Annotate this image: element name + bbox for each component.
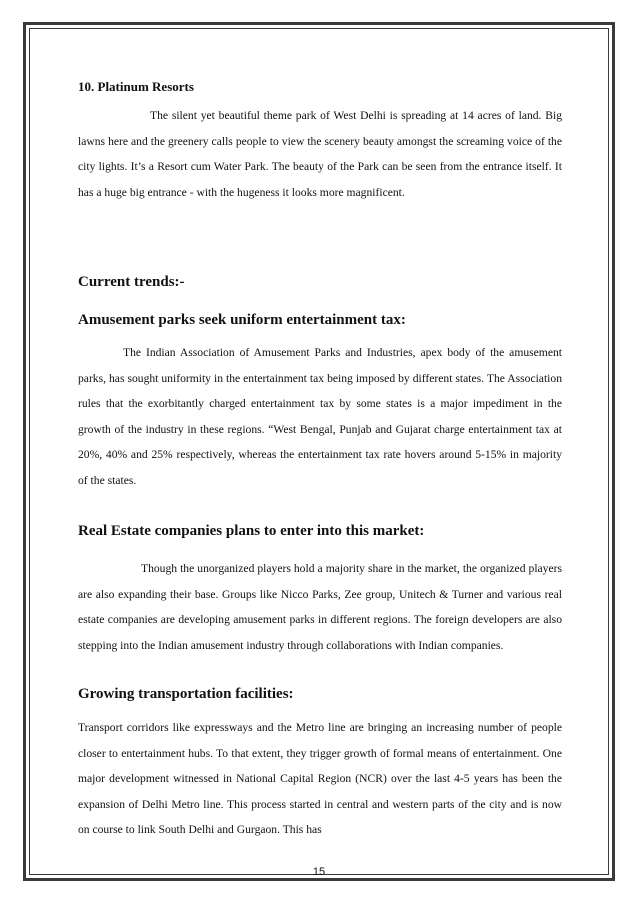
page-number: 15 [312, 866, 326, 878]
heading-transport: Growing transportation facilities: [78, 686, 294, 702]
paragraph-transport: Transport corridors like expressways and the Metro line are bringing an increasing number of people closer to entertainment hubs. To that extent, they trigger growth of formal means of entertainment. One major development witnessed in National Capital Region (NCR) over the last 4-5 years has been the expansion of Delhi Metro line. This process started in central and western parts of the city and is now on course to link South Delhi and Gurgaon. This has [78, 721, 562, 836]
paragraph-platinum-resorts: The silent yet beautiful theme park of West Delhi is spreading at 14 acres of land. Big lawns here and the greenery calls people to view the scenery beauty amongst the screaming voice of the city lights. It’s a Resort cum Water Park. The beauty of the Park can be seen from the entrance itself. It has a huge big entrance - with the hugeness it looks more magnificent. [78, 109, 562, 199]
heading-current-trends: Current trends:- [78, 274, 185, 290]
heading-real-estate: Real Estate companies plans to enter into this market: [78, 523, 425, 539]
heading-platinum-resorts: 10. Platinum Resorts [78, 79, 194, 94]
paragraph-real-estate: Though the unorganized players hold a majority share in the market, the organized players are also expanding their base. Groups like Nicco Parks, Zee group, Unitech & Turner and various real estate companies are developing amusement parks in different regions. The foreign developers are also stepping into the Indian amusement industry through collaborations with Indian companies. [78, 562, 562, 652]
paragraph-uniform-tax: The Indian Association of Amusement Parks and Industries, apex body of the amusement parks, has sought uniformity in the entertainment tax being imposed by different states. The Association rules that the exorbitantly charged entertainment tax by some states is a major impediment in the growth of the industry in these regions. “West Bengal, Punjab and Gujarat charge entertainment tax at 20%, 40% and 25% respectively, whereas the entertainment tax rate hovers around 5-15% in majority of the states. [78, 346, 562, 487]
heading-uniform-tax: Amusement parks seek uniform entertainment tax: [78, 312, 406, 328]
